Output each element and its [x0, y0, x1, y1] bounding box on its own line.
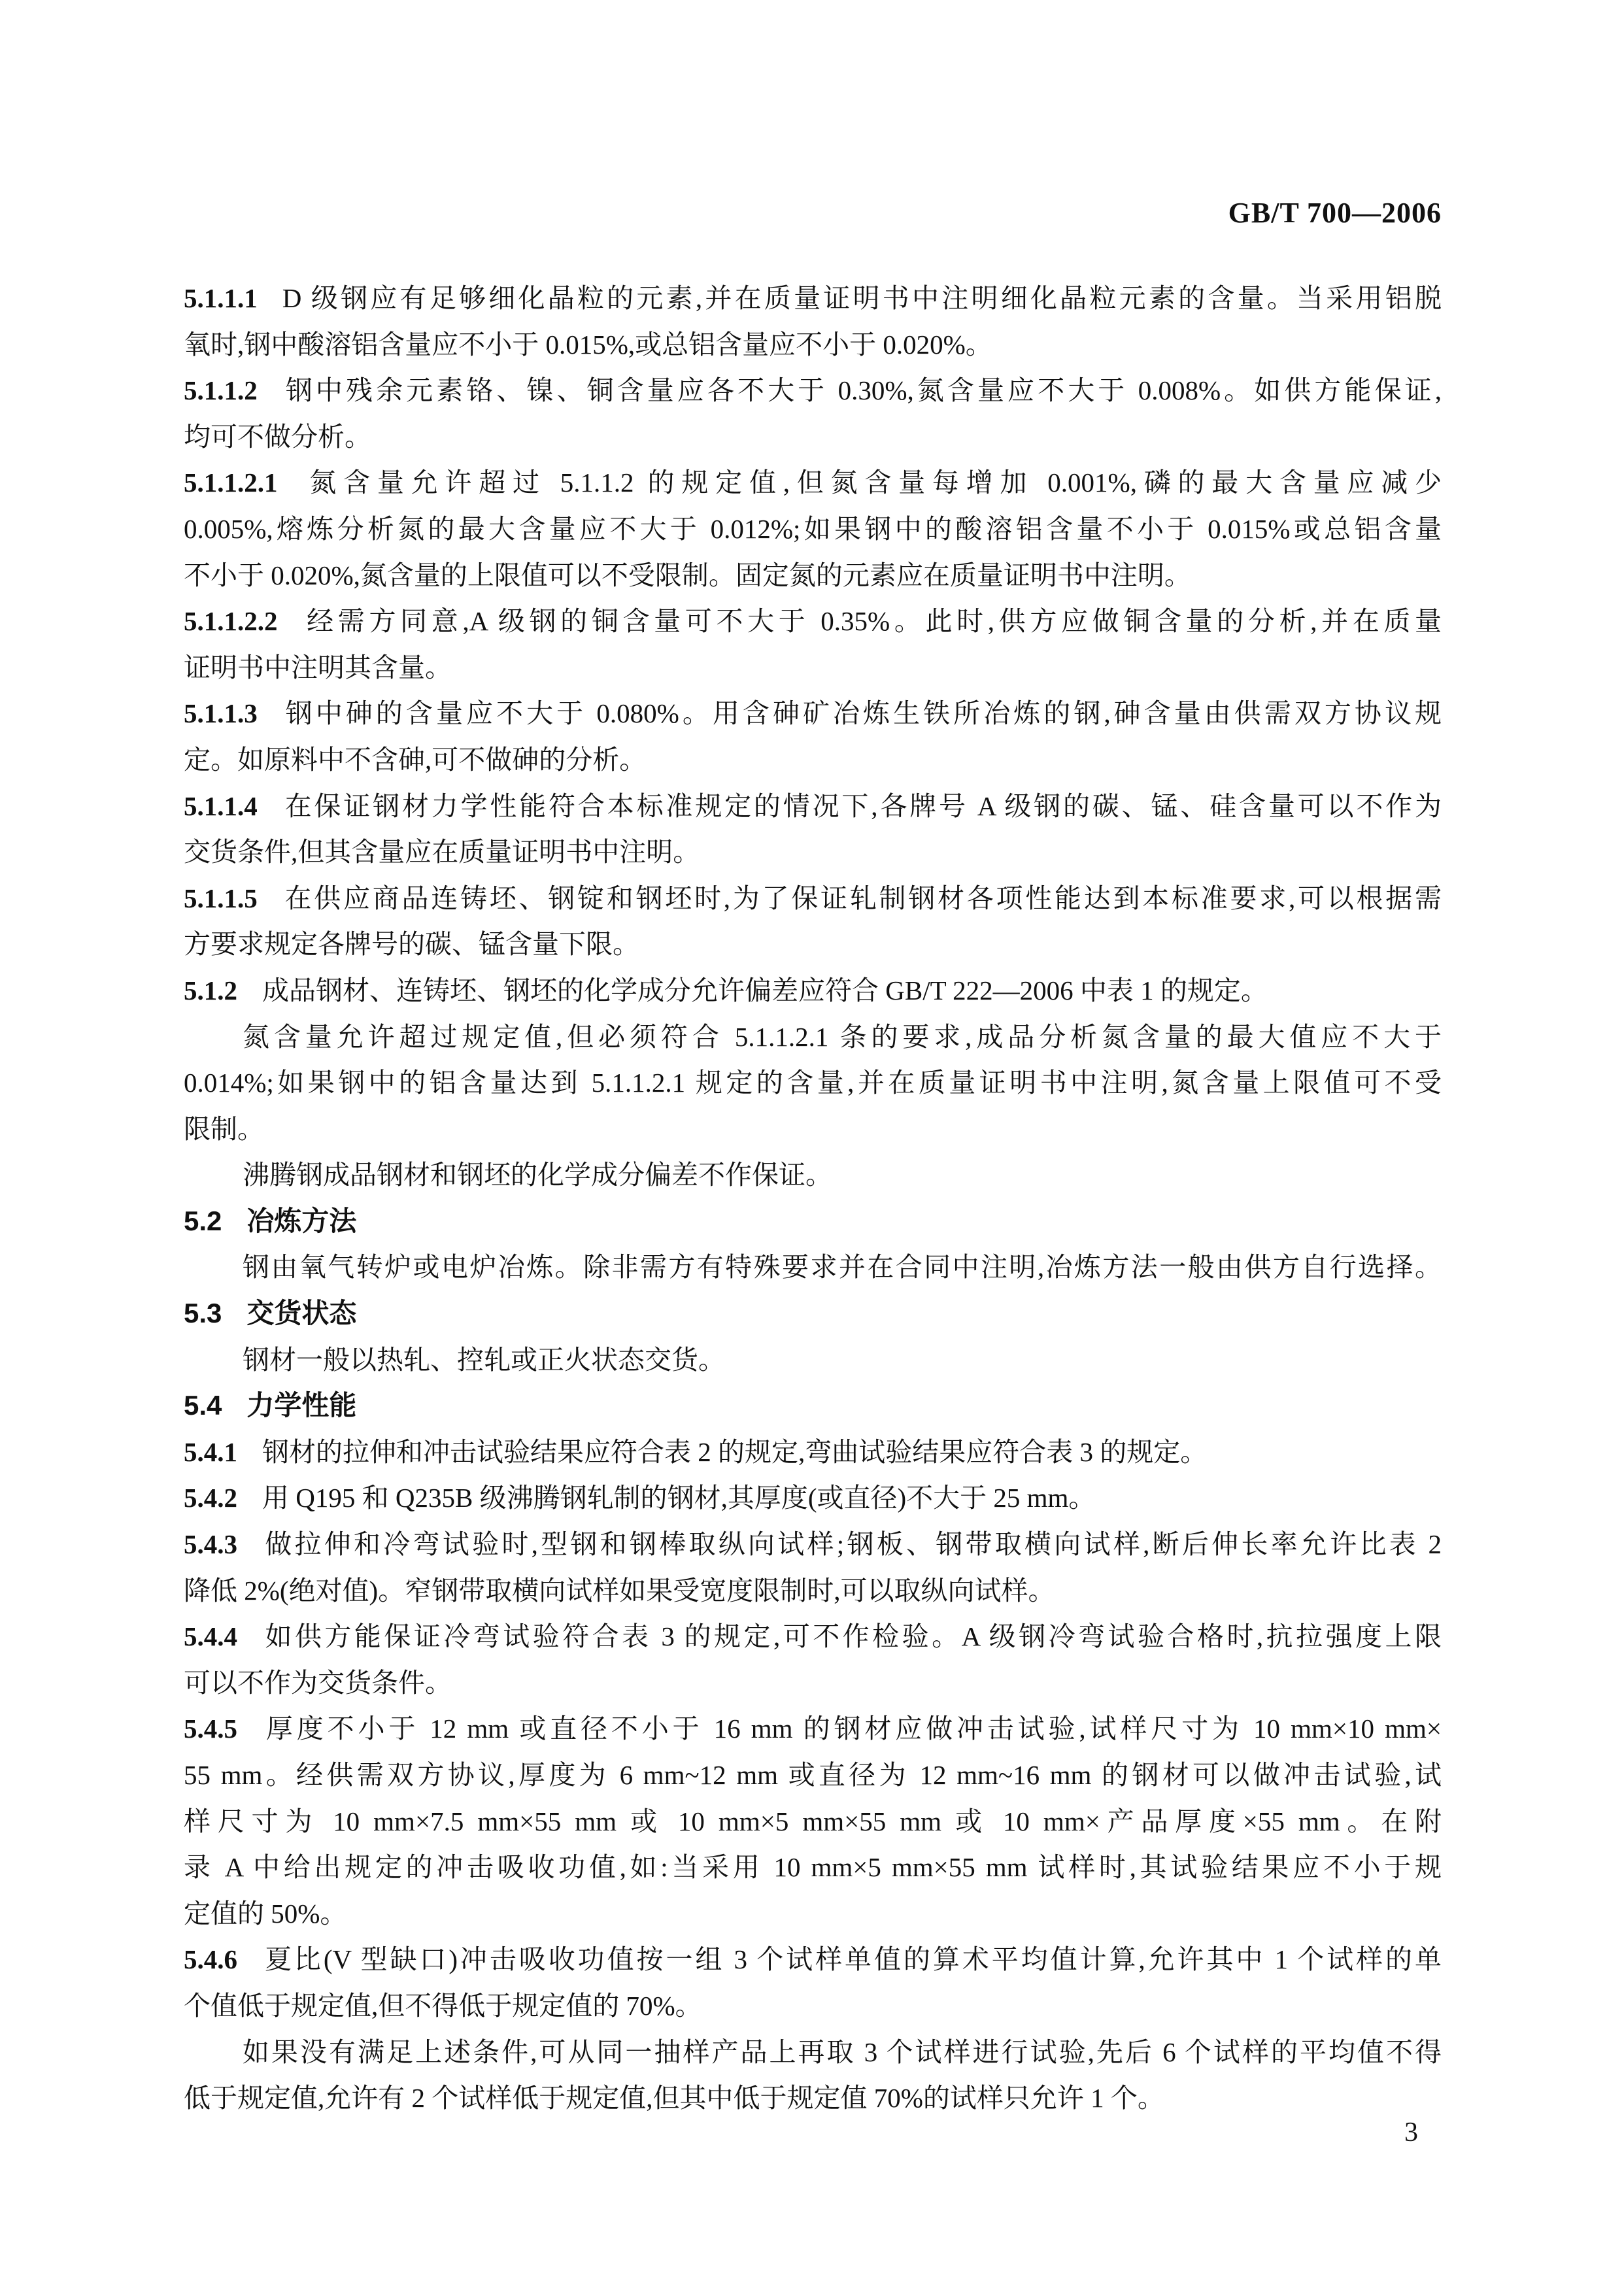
clause-number: 5.1.2	[184, 975, 237, 1005]
line-text: 在供应商品连铸坯、钢锭和钢坯时,为了保证轧制钢材各项性能达到本标准要求,可以根据需	[282, 883, 1442, 913]
section-heading-line	[184, 1290, 1442, 1337]
line-text: 降低 2%(绝对值)。窄钢带取横向试样如果受宽度限制时,可以取纵向试样。	[184, 1575, 1055, 1606]
text-line	[184, 1337, 1442, 1383]
line-text: 沸腾钢成品钢材和钢坯的化学成分偏差不作保证。	[243, 1160, 832, 1190]
clause-number: 5.1.1.2.2	[184, 606, 278, 637]
text-line	[184, 506, 1442, 552]
line-text: 厚度不小于 12 mm 或直径不小于 16 mm 的钢材应做冲击试验,试样尺寸为 10 mm×10 mm×	[262, 1713, 1442, 1744]
clause-number: 5.1.1.4	[184, 790, 258, 821]
line-text: 氮含量允许超过规定值,但必须符合 5.1.1.2.1 条的要求,成品分析氮含量的最大值应不大于	[243, 1021, 1442, 1052]
line-text: 55 mm。经供需双方协议,厚度为 6 mm~12 mm 或直径为 12 mm~16 mm 的钢材可以做冲击试验,试	[184, 1760, 1442, 1790]
line-text: 钢由氧气转炉或电炉冶炼。除非需方有特殊要求并在合同中注明,冶炼方法一般由供方自行选择。	[243, 1252, 1442, 1283]
clause-number: 5.1.1.2.1	[184, 467, 278, 498]
text-line	[184, 1014, 1442, 1060]
clause-number: 5.1.1.1	[184, 283, 258, 313]
text-line	[184, 737, 1442, 783]
line-text: 可以不作为交货条件。	[184, 1667, 452, 1698]
line-text: 力学性能	[246, 1390, 357, 1421]
line-text: 证明书中注明其含量。	[184, 652, 452, 683]
clause-number: 5.4.2	[184, 1483, 237, 1513]
line-text: 成品钢材、连铸坯、钢坯的化学成分允许偏差应符合 GB/T 222—2006 中表 1 的规定。	[262, 975, 1268, 1005]
text-line	[184, 1752, 1442, 1798]
clause-number: 5.3	[184, 1298, 222, 1329]
line-text: 在保证钢材力学性能符合本标准规定的情况下,各牌号 A 级钢的碳、锰、硅含量可以不作为	[282, 790, 1442, 821]
standard-code-header: GB/T 700—2006	[1228, 197, 1442, 229]
text-line	[184, 1706, 1442, 1752]
text-line	[184, 367, 1442, 414]
text-line	[184, 968, 1442, 1014]
clause-number: 5.2	[184, 1205, 222, 1236]
text-line	[184, 1844, 1442, 1891]
line-text: 钢中残余元素铬、镍、铜含量应各不大于 0.30%,氮含量应不大于 0.008%。如供方能保证,	[282, 375, 1442, 406]
line-text: 如供方能保证冷弯试验符合表 3 的规定,可不作检验。A 级钢冷弯试验合格时,抗拉强度上限	[262, 1621, 1442, 1652]
line-text: 如果没有满足上述条件,可从同一抽样产品上再取 3 个试样进行试验,先后 6 个试样的平均值不得	[243, 2036, 1442, 2067]
clause-number: 5.4.4	[184, 1621, 237, 1652]
text-line	[184, 1613, 1442, 1660]
line-text: 夏比(V 型缺口)冲击吸收功值按一组 3 个试样单值的算术平均值计算,允许其中 1 个试样的单	[262, 1944, 1442, 1975]
text-line	[184, 1106, 1442, 1153]
line-text: 定值的 50%。	[184, 1898, 347, 1929]
text-line	[184, 1891, 1442, 1937]
page-content	[184, 275, 1442, 2121]
line-text: 0.014%;如果钢中的铝含量达到 5.1.1.2.1 规定的含量,并在质量证明书中注明,氮含量上限值可不受	[184, 1068, 1442, 1098]
text-line	[184, 2075, 1442, 2121]
text-line	[184, 1244, 1442, 1290]
clause-number: 5.1.1.3	[184, 698, 258, 729]
line-text: 均可不做分析。	[184, 421, 371, 452]
section-heading-line	[184, 1383, 1442, 1429]
section-heading-line	[184, 1198, 1442, 1245]
line-text: 0.005%,熔炼分析氮的最大含量应不大于 0.012%;如果钢中的酸溶铝含量不小于 0.015%或总铝含量	[184, 513, 1442, 544]
page-number: 3	[1404, 2117, 1418, 2148]
text-line	[184, 829, 1442, 875]
text-line	[184, 598, 1442, 645]
text-line	[184, 2029, 1442, 2076]
text-line	[184, 645, 1442, 691]
text-line	[184, 552, 1442, 599]
clause-number: 5.1.1.5	[184, 883, 258, 913]
line-text: 限制。	[184, 1113, 264, 1144]
clause-number: 5.1.1.2	[184, 375, 258, 406]
line-text: 交货状态	[246, 1298, 357, 1329]
text-line	[184, 783, 1442, 830]
line-text: 定。如原料中不含砷,可不做砷的分析。	[184, 744, 647, 775]
line-text: 钢中砷的含量应不大于 0.080%。用含砷矿冶炼生铁所冶炼的钢,砷含量由供需双方协议规	[282, 698, 1442, 729]
clause-number: 5.4.1	[184, 1436, 237, 1467]
clause-number: 5.4	[184, 1390, 222, 1421]
line-text: 冶炼方法	[246, 1205, 357, 1236]
line-text: 录 A 中给出规定的冲击吸收功值,如:当采用 10 mm×5 mm×55 mm 试样时,其试验结果应不小于规	[184, 1852, 1442, 1883]
text-line	[184, 1152, 1442, 1198]
line-text: 不小于 0.020%,氮含量的上限值可以不受限制。固定氮的元素应在质量证明书中注明。	[184, 560, 1191, 590]
line-text: 交货条件,但其含量应在质量证明书中注明。	[184, 837, 700, 868]
line-text: 做拉伸和冷弯试验时,型钢和钢棒取纵向试样;钢板、钢带取横向试样,断后伸长率允许比表 2	[262, 1529, 1442, 1560]
text-line	[184, 414, 1442, 460]
line-text: 低于规定值,允许有 2 个试样低于规定值,但其中低于规定值 70%的试样只允许 1 个。	[184, 2083, 1164, 2114]
clause-number: 5.4.6	[184, 1944, 237, 1975]
line-text: 氮含量允许超过 5.1.1.2 的规定值,但氮含量每增加 0.001%,磷的最大含量应减少	[302, 467, 1442, 498]
text-line	[184, 1936, 1442, 1983]
text-line	[184, 1798, 1442, 1845]
text-line	[184, 275, 1442, 322]
line-text: 氧时,钢中酸溶铝含量应不小于 0.015%,或总铝含量应不小于 0.020%。	[184, 329, 992, 360]
line-text: 个值低于规定值,但不得低于规定值的 70%。	[184, 1990, 702, 2021]
text-line	[184, 1983, 1442, 2029]
text-line	[184, 322, 1442, 368]
text-line	[184, 1429, 1442, 1476]
text-line	[184, 875, 1442, 922]
text-line	[184, 1660, 1442, 1706]
line-text: 经需方同意,A 级钢的铜含量可不大于 0.35%。此时,供方应做铜含量的分析,并在质量	[302, 606, 1442, 637]
line-text: 钢材一般以热轧、控轧或正火状态交货。	[243, 1344, 725, 1375]
clause-number: 5.4.5	[184, 1713, 237, 1744]
text-line	[184, 690, 1442, 737]
text-line	[184, 1568, 1442, 1614]
text-line	[184, 460, 1442, 506]
text-line	[184, 1475, 1442, 1521]
line-text: D 级钢应有足够细化晶粒的元素,并在质量证明书中注明细化晶粒元素的含量。当采用铝脱	[282, 283, 1442, 313]
text-line	[184, 1521, 1442, 1568]
line-text: 样尺寸为 10 mm×7.5 mm×55 mm 或 10 mm×5 mm×55 mm 或 10 mm×产品厚度×55 mm。在附	[184, 1806, 1442, 1836]
line-text: 用 Q195 和 Q235B 级沸腾钢轧制的钢材,其厚度(或直径)不大于 25 mm。	[262, 1483, 1096, 1513]
clause-number: 5.4.3	[184, 1529, 237, 1560]
text-line	[184, 921, 1442, 968]
line-text: 方要求规定各牌号的碳、锰含量下限。	[184, 929, 639, 960]
line-text: 钢材的拉伸和冲击试验结果应符合表 2 的规定,弯曲试验结果应符合表 3 的规定。	[262, 1436, 1208, 1467]
text-line	[184, 1060, 1442, 1106]
